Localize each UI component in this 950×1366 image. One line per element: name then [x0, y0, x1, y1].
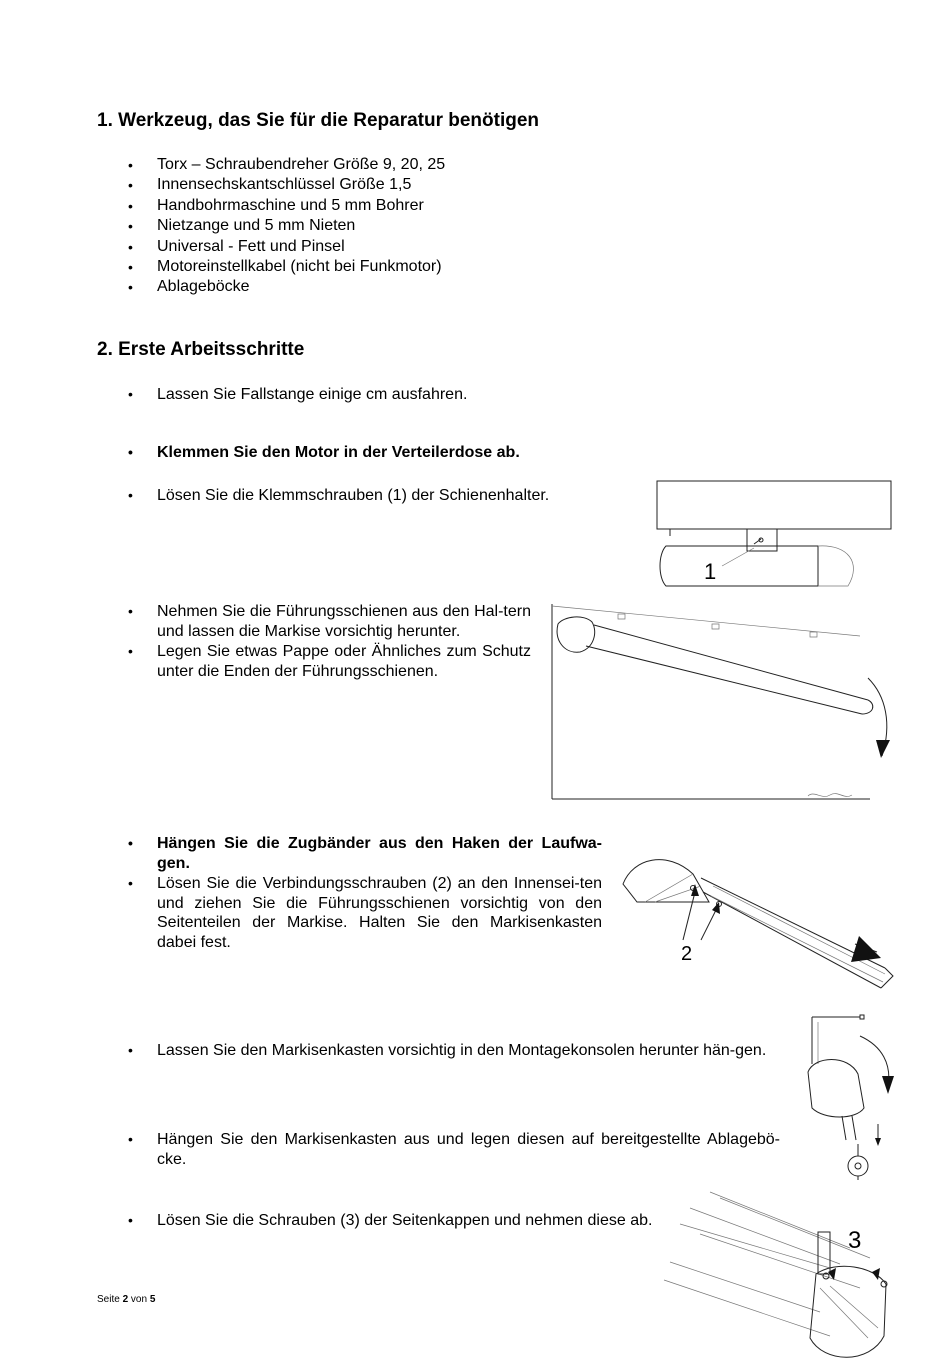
figure-label-3: 3: [848, 1227, 862, 1254]
step-text: Hängen Sie die Zugbänder aus den Haken der Laufwa-gen.: [157, 835, 602, 872]
footer-prefix: Seite: [97, 1294, 123, 1305]
step-text: Hängen Sie den Markisenkasten aus und legen diesen auf bereitgestellte Ablagebö-cke.: [157, 1131, 780, 1168]
tool-item: • Innensechskantschlüssel Größe 1,5: [128, 175, 445, 195]
footer-middle: von: [128, 1294, 150, 1305]
section-1-title: 1. Werkzeug, das Sie für die Reparatur benötigen: [97, 110, 540, 131]
step-item: • Hängen Sie die Zugbänder aus den Haken der Laufwa-gen.: [128, 835, 602, 872]
step-text: Lösen Sie die Schrauben (3) der Seitenkappen und nehmen diese ab.: [157, 1212, 653, 1229]
side-cap-figure: [660, 1188, 900, 1366]
awning-lowering-figure: [550, 600, 895, 805]
step-text: Nehmen Sie die Führungsschienen aus den Hal-tern und lassen die Markise vorsichtig herunter.: [157, 603, 531, 640]
figure-label-2: 2: [681, 943, 693, 965]
step-item: • Nehmen Sie die Führungsschienen aus den Hal-tern und lassen die Markise vorsichtig herunter.: [128, 603, 531, 640]
step-item: • Lösen Sie die Schrauben (3) der Seitenkappen und nehmen diese ab.: [128, 1212, 653, 1229]
box-hanging-figure: [800, 1012, 900, 1184]
step-text: Lassen Sie den Markisenkasten vorsichtig in den Montagekonsolen herunter hän-gen.: [157, 1042, 767, 1059]
side-part-screws-figure: [615, 840, 900, 1005]
step-item: • Hängen Sie den Markisenkasten aus und legen diesen auf bereitgestellte Ablagebö-cke.: [128, 1131, 780, 1168]
page-footer: [97, 1294, 155, 1305]
tool-item: • Motoreinstellkabel (nicht bei Funkmotor): [128, 257, 445, 277]
step-text: Legen Sie etwas Pappe oder Ähnliches zum Schutz unter die Enden der Führungsschienen.: [157, 643, 531, 680]
tool-item: • Handbohrmaschine und 5 mm Bohrer: [128, 196, 445, 216]
footer-page-number: 2: [122, 1294, 129, 1305]
figure-label-1: 1: [704, 559, 717, 584]
rail-holder-figure: [650, 478, 895, 590]
section-2-title: 2. Erste Arbeitsschritte: [97, 339, 305, 360]
step-item: • Lassen Sie Fallstange einige cm ausfahren.: [128, 385, 548, 405]
step-item: • Lösen Sie die Verbindungsschrauben (2) an den Innensei-ten und ziehen Sie die Führungsschienen vorsichtig von den Seitenteilen der Markise. Halten Sie den Markisenkasten dabei fest.: [128, 875, 602, 951]
tool-item: • Nietzange und 5 mm Nieten: [128, 216, 445, 236]
step-text: Lösen Sie die Klemmschrauben (1) der Schienenhalter.: [157, 487, 550, 504]
step-item: • Lösen Sie die Klemmschrauben (1) der Schienenhalter.: [128, 486, 588, 506]
step-text: Lassen Sie Fallstange einige cm ausfahren.: [157, 386, 468, 403]
tool-item: • Ablageböcke: [128, 277, 445, 297]
footer-total-pages: 5: [149, 1294, 156, 1305]
tool-item: • Universal - Fett und Pinsel: [128, 237, 445, 257]
step-text: Klemmen Sie den Motor in der Verteilerdose ab.: [157, 444, 520, 461]
tool-item: • Torx – Schraubendreher Größe 9, 20, 25: [128, 155, 445, 175]
step-item: • Lassen Sie den Markisenkasten vorsichtig in den Montagekonsolen herunter hän-gen.: [128, 1041, 780, 1061]
tool-list: [128, 155, 445, 298]
step-item: • Klemmen Sie den Motor in der Verteilerdose ab.: [128, 443, 548, 463]
step-item: • Legen Sie etwas Pappe oder Ähnliches zum Schutz unter die Enden der Führungsschienen.: [128, 643, 531, 680]
step-text: Lösen Sie die Verbindungsschrauben (2) an den Innensei-ten und ziehen Sie die Führungsschienen vorsichtig von den Seitenteilen der Markise. Halten Sie den Markisenkasten dabei fest.: [157, 875, 602, 951]
